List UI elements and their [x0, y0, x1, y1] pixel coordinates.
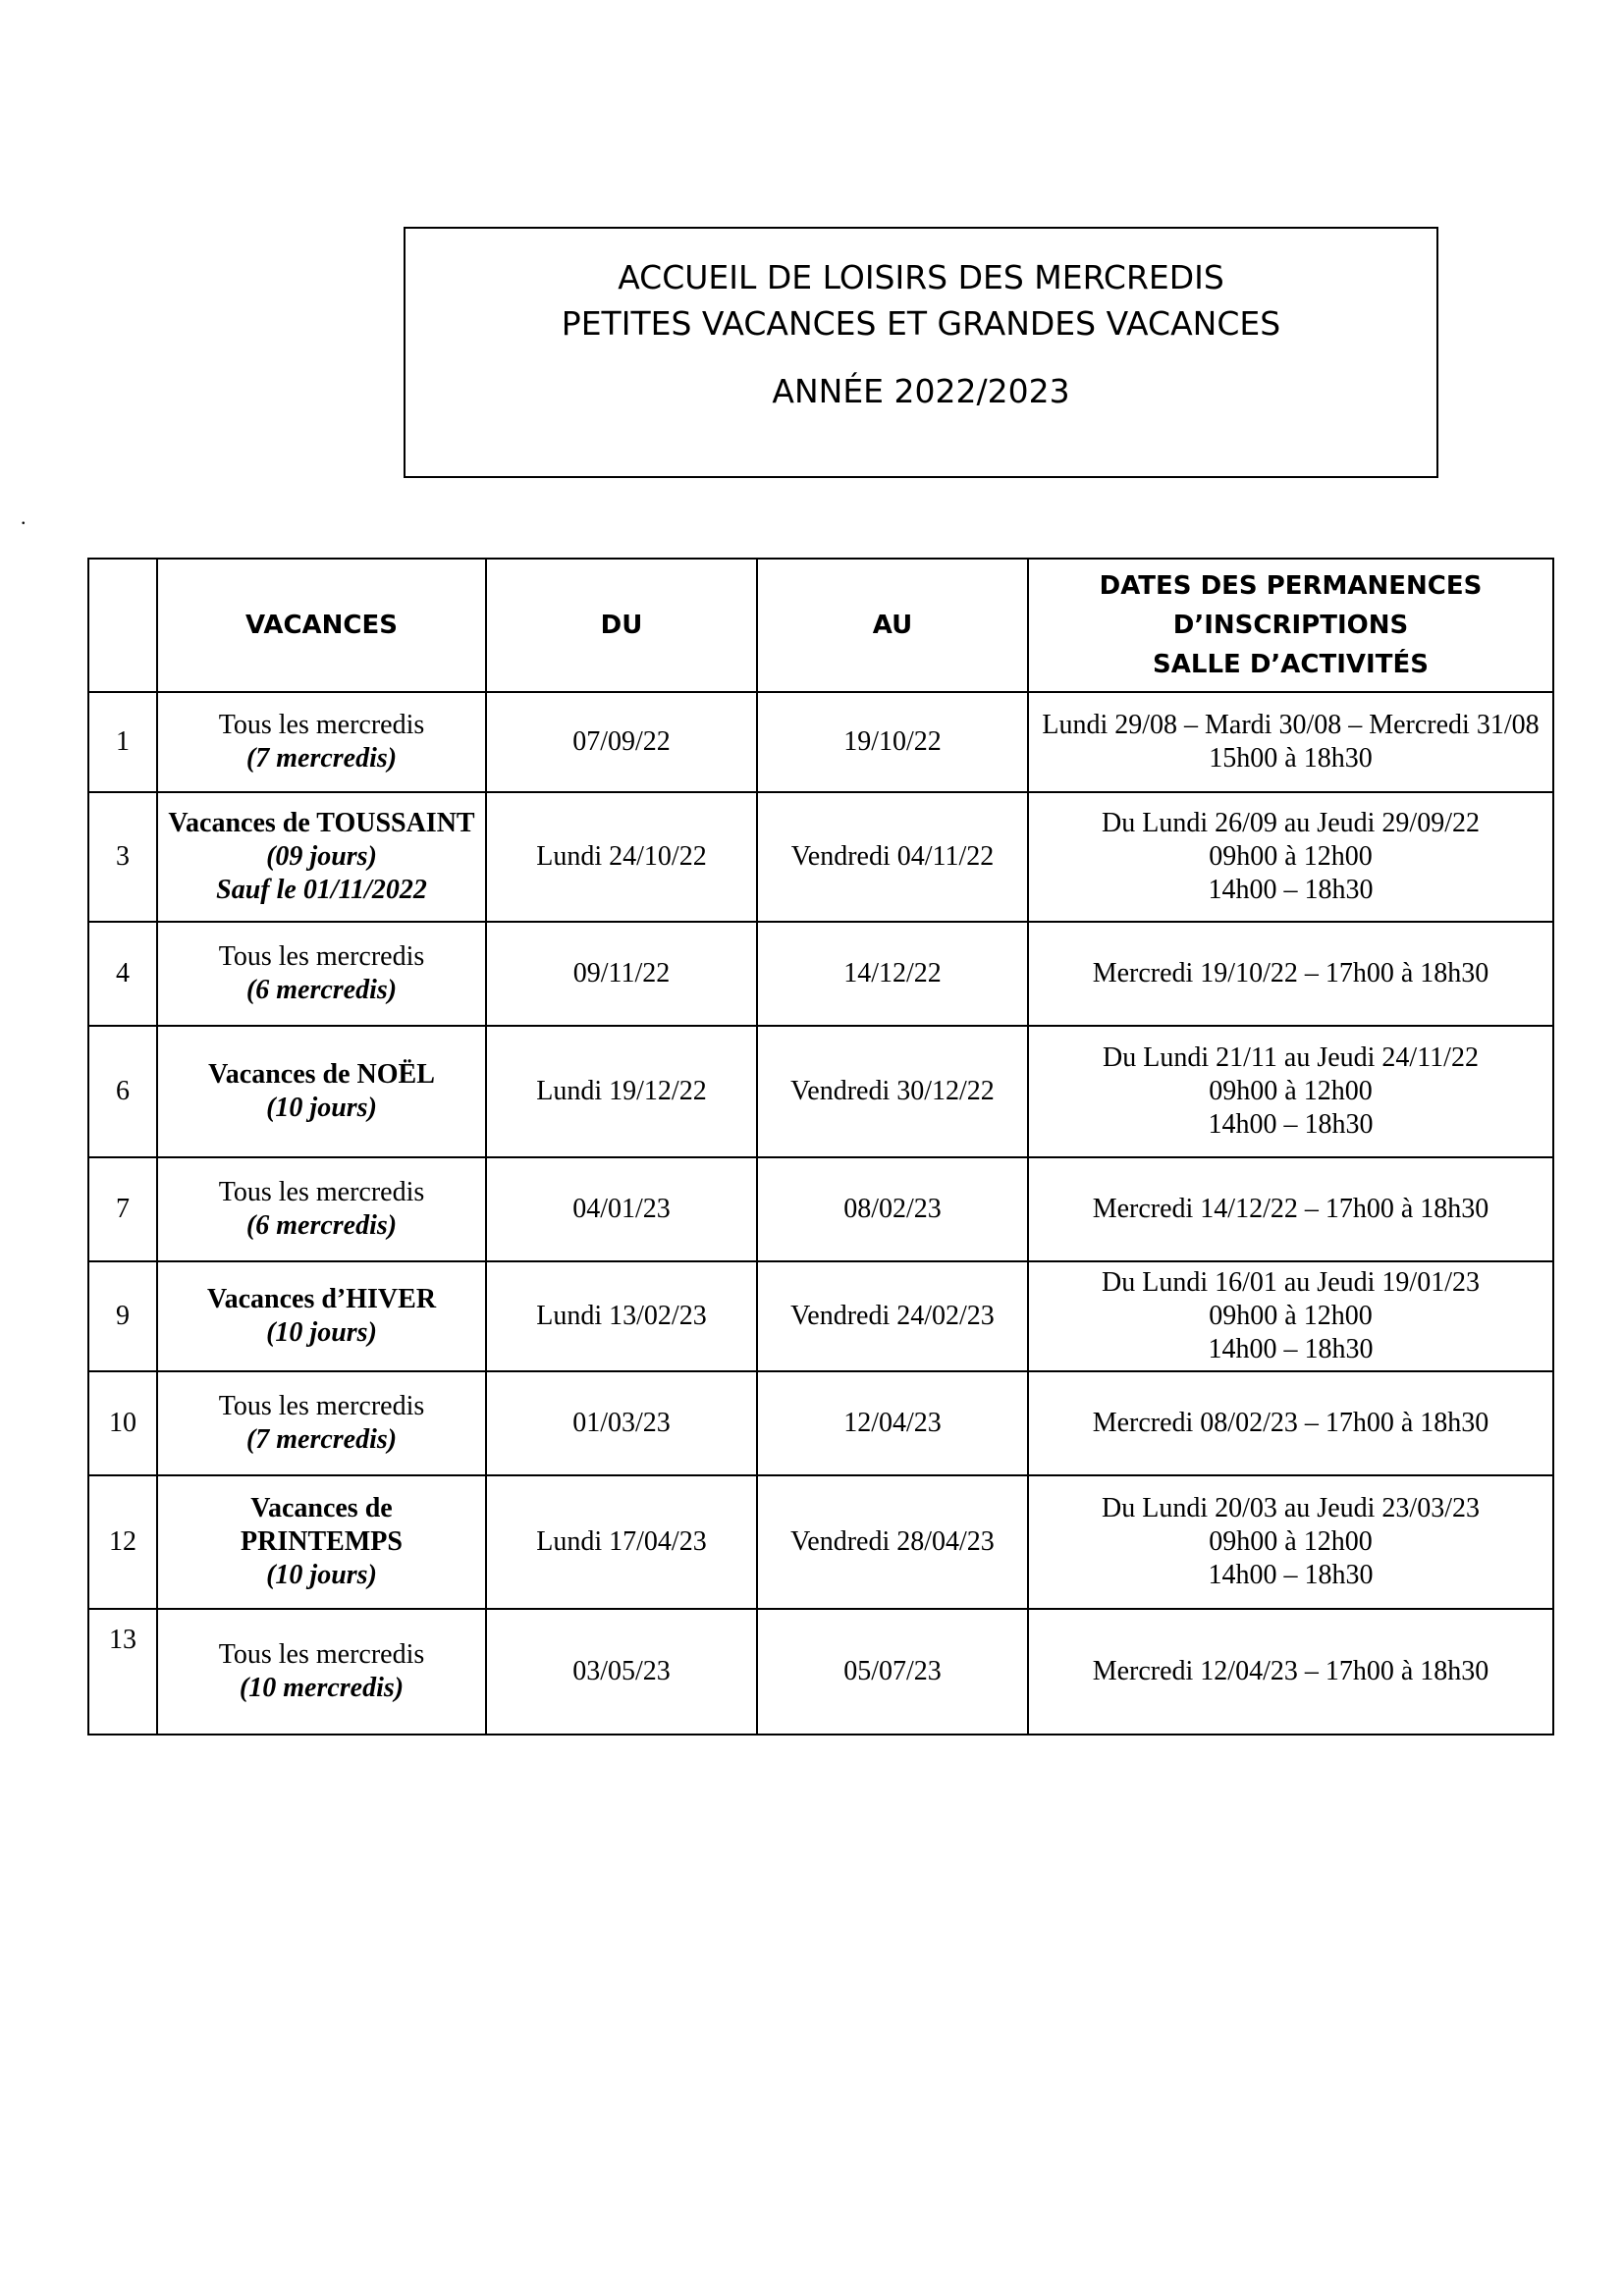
row-number: 6 [88, 1026, 157, 1157]
row-number: 4 [88, 922, 157, 1026]
table-row [88, 1609, 1553, 1735]
vacances-cell [157, 1371, 486, 1475]
du-cell: Lundi 17/04/23 [486, 1475, 757, 1609]
permanences-hours-morning: 09h00 à 12h00 [1209, 1076, 1373, 1106]
permanences-hours-morning: 09h00 à 12h00 [1209, 1526, 1373, 1557]
table-row [88, 792, 1553, 922]
vacances-label: Tous les mercredis [218, 1391, 425, 1421]
permanences-line: Du Lundi 20/03 au Jeudi 23/03/23 [1102, 1493, 1480, 1523]
vacances-count: (10 jours) [266, 1317, 377, 1348]
title-year: ANNÉE 2022/2023 [772, 372, 1070, 410]
table-row [88, 922, 1553, 1026]
vacances-label: Vacances d’HIVER [206, 1284, 437, 1314]
permanences-line: Lundi 29/08 – Mardi 30/08 – Mercredi 31/08 [1042, 710, 1540, 740]
title-line-2: PETITES VACANCES ET GRANDES VACANCES [561, 304, 1281, 343]
vacances-count: (6 mercredis) [245, 1210, 398, 1241]
au-cell: 05/07/23 [757, 1609, 1028, 1735]
row-number: 7 [88, 1157, 157, 1261]
vacances-cell [157, 1475, 486, 1609]
au-cell: Vendredi 24/02/23 [757, 1261, 1028, 1371]
permanences-cell: Mercredi 12/04/23 – 17h00 à 18h30 [1028, 1609, 1553, 1735]
vacances-label: Vacances de NOËL [208, 1059, 435, 1090]
permanences-hours: 15h00 à 18h30 [1209, 743, 1373, 774]
permanences-cell: Mercredi 14/12/22 – 17h00 à 18h30 [1028, 1157, 1553, 1261]
permanences-line: Du Lundi 16/01 au Jeudi 19/01/23 [1102, 1267, 1480, 1298]
header-au: AU [757, 559, 1028, 692]
table-row [88, 1261, 1553, 1371]
header-permanences-line-2: D’INSCRIPTIONS [1172, 611, 1409, 640]
permanences-cell [1028, 1475, 1553, 1609]
vacances-cell [157, 1026, 486, 1157]
header-permanences [1028, 559, 1553, 692]
header-permanences-line-1: DATES DES PERMANENCES [1099, 571, 1483, 601]
permanences-cell [1028, 792, 1553, 922]
table-row [88, 1157, 1553, 1261]
document-title-box [404, 227, 1438, 478]
table-row [88, 1026, 1553, 1157]
vacances-label: Vacances de TOUSSAINT [168, 808, 475, 838]
row-number: 1 [88, 692, 157, 792]
permanences-hours-afternoon: 14h00 – 18h30 [1208, 1560, 1374, 1590]
au-cell: 12/04/23 [757, 1371, 1028, 1475]
du-cell: 04/01/23 [486, 1157, 757, 1261]
du-cell: Lundi 19/12/22 [486, 1026, 757, 1157]
header-permanences-line-3: SALLE D’ACTIVITÉS [1153, 650, 1429, 679]
header-num [88, 559, 157, 692]
row-number: 10 [88, 1371, 157, 1475]
row-number: 3 [88, 792, 157, 922]
vacances-count: (10 mercredis) [239, 1673, 405, 1703]
au-cell: 19/10/22 [757, 692, 1028, 792]
permanences-cell [1028, 692, 1553, 792]
du-cell: Lundi 24/10/22 [486, 792, 757, 922]
vacances-count: (09 jours) [266, 841, 377, 872]
permanences-hours-morning: 09h00 à 12h00 [1209, 841, 1373, 872]
permanences-line: Du Lundi 26/09 au Jeudi 29/09/22 [1102, 808, 1480, 838]
au-cell: 08/02/23 [757, 1157, 1028, 1261]
permanences-line: Du Lundi 21/11 au Jeudi 24/11/22 [1103, 1042, 1479, 1073]
table-row [88, 692, 1553, 792]
title-line-1: ACCUEIL DE LOISIRS DES MERCREDIS [618, 258, 1224, 296]
permanences-hours-morning: 09h00 à 12h00 [1209, 1301, 1373, 1331]
vacances-count: (6 mercredis) [245, 975, 398, 1005]
au-cell: Vendredi 30/12/22 [757, 1026, 1028, 1157]
header-vacances: VACANCES [157, 559, 486, 692]
vacances-label: Tous les mercredis [218, 1639, 425, 1670]
au-cell: Vendredi 28/04/23 [757, 1475, 1028, 1609]
permanences-cell: Mercredi 08/02/23 – 17h00 à 18h30 [1028, 1371, 1553, 1475]
permanences-cell [1028, 1026, 1553, 1157]
header-du: DU [486, 559, 757, 692]
vacances-label: Tous les mercredis [218, 1177, 425, 1207]
du-cell: 07/09/22 [486, 692, 757, 792]
permanences-hours-afternoon: 14h00 – 18h30 [1208, 1109, 1374, 1140]
au-cell: Vendredi 04/11/22 [757, 792, 1028, 922]
header-row [88, 559, 1553, 692]
vacances-cell [157, 1157, 486, 1261]
du-cell: 01/03/23 [486, 1371, 757, 1475]
vacances-count: (7 mercredis) [245, 1424, 398, 1455]
row-number: 12 [88, 1475, 157, 1609]
vacances-label: Tous les mercredis [218, 941, 425, 972]
permanences-hours-afternoon: 14h00 – 18h30 [1208, 875, 1374, 905]
du-cell: 03/05/23 [486, 1609, 757, 1735]
vacances-label: Tous les mercredis [218, 710, 425, 740]
table-row [88, 1475, 1553, 1609]
au-cell: 14/12/22 [757, 922, 1028, 1026]
vacances-count: (10 jours) [266, 1093, 377, 1123]
row-number: 9 [88, 1261, 157, 1371]
schedule-table [87, 558, 1554, 1735]
vacances-count: (7 mercredis) [245, 743, 398, 774]
vacances-label: Vacances de [250, 1493, 393, 1523]
vacances-cell [157, 922, 486, 1026]
vacances-cell [157, 692, 486, 792]
permanences-cell [1028, 1261, 1553, 1371]
vacances-note: Sauf le 01/11/2022 [216, 875, 427, 905]
stray-dot: . [21, 505, 27, 529]
du-cell: 09/11/22 [486, 922, 757, 1026]
vacances-cell [157, 792, 486, 922]
table-row [88, 1371, 1553, 1475]
du-cell: Lundi 13/02/23 [486, 1261, 757, 1371]
vacances-cell [157, 1609, 486, 1735]
permanences-hours-afternoon: 14h00 – 18h30 [1208, 1334, 1374, 1364]
vacances-label-2: PRINTEMPS [241, 1526, 403, 1557]
row-number: 13 [88, 1609, 157, 1735]
permanences-cell: Mercredi 19/10/22 – 17h00 à 18h30 [1028, 922, 1553, 1026]
vacances-count: (10 jours) [266, 1560, 377, 1590]
vacances-cell [157, 1261, 486, 1371]
